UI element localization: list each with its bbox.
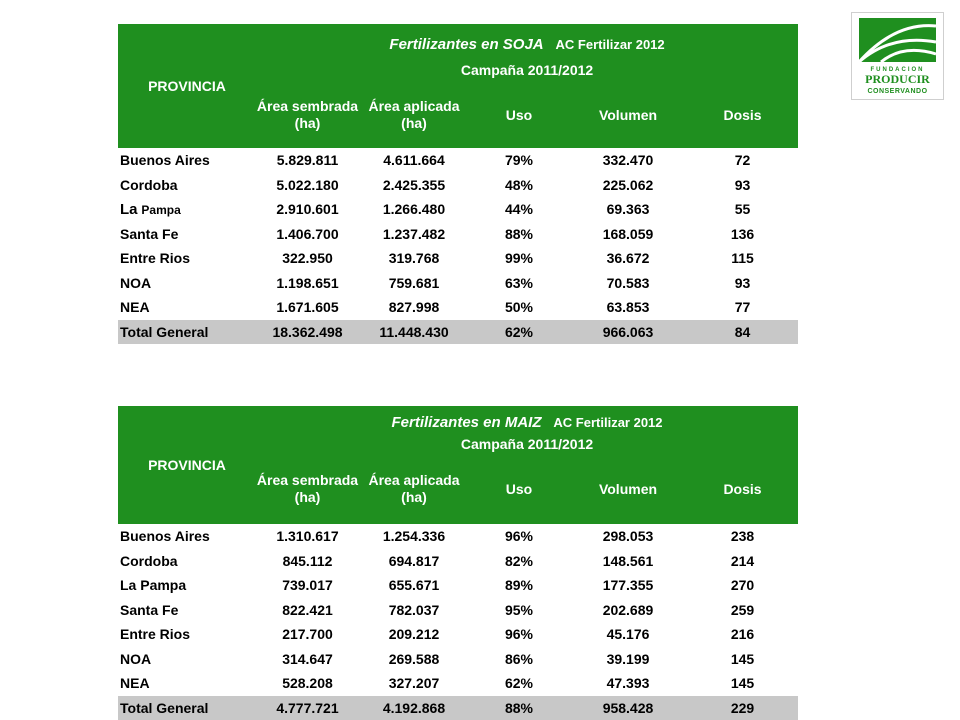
cell-sembrada: 1.671.605 xyxy=(276,299,339,316)
cell-uso: 62% xyxy=(504,675,534,692)
table-row xyxy=(118,197,798,222)
cell-dosis: 55 xyxy=(734,201,751,218)
total-label: Total General xyxy=(118,696,256,720)
cell-aplicada: 655.671 xyxy=(388,577,440,594)
cell-sembrada: 322.950 xyxy=(282,250,333,267)
cell-aplicada: 2.425.355 xyxy=(382,176,446,193)
cell-uso: 44% xyxy=(504,201,534,218)
cell-sembrada: 1.406.700 xyxy=(276,225,339,242)
cell-sembrada: 845.112 xyxy=(282,552,333,569)
row-province: Entre Rios xyxy=(120,626,191,643)
cell-volumen: 225.062 xyxy=(602,176,654,193)
row-province-part1: La xyxy=(120,200,138,218)
cell-volumen: 202.689 xyxy=(602,601,654,618)
cell-dosis: 145 xyxy=(730,675,755,692)
cell-aplicada: 319.768 xyxy=(388,250,440,267)
cell-aplicada: 827.998 xyxy=(388,299,440,316)
cell-uso: 96% xyxy=(504,626,534,643)
cell-aplicada: 209.212 xyxy=(388,626,440,643)
cell-volumen: 69.363 xyxy=(606,201,650,218)
cell-dosis: 238 xyxy=(730,528,755,545)
cell-sembrada: 5.829.811 xyxy=(276,152,339,169)
table-row xyxy=(118,622,798,647)
cell-aplicada: 269.588 xyxy=(388,650,440,667)
total-aplicada: 4.192.868 xyxy=(359,696,469,720)
table-row xyxy=(118,173,798,198)
maiz-col-uso: Uso xyxy=(469,454,569,524)
cell-volumen: 45.176 xyxy=(606,626,650,643)
soja-col-uso: Uso xyxy=(469,82,569,148)
row-province: NOA xyxy=(120,274,152,291)
total-dosis: 229 xyxy=(687,696,798,720)
cell-volumen: 39.199 xyxy=(606,650,650,667)
table-row xyxy=(118,573,798,598)
table-row xyxy=(118,295,798,320)
total-uso: 88% xyxy=(469,696,569,720)
cell-uso: 86% xyxy=(504,650,534,667)
cell-sembrada: 2.910.601 xyxy=(276,201,339,218)
row-province: Buenos Aires xyxy=(120,152,210,169)
row-province: NEA xyxy=(120,675,150,692)
row-province: NOA xyxy=(120,650,152,667)
cell-aplicada: 1.266.480 xyxy=(382,201,446,218)
maiz-title-main: Fertilizantes en MAIZ xyxy=(391,413,542,431)
logo-line1: FUNDACION xyxy=(870,67,925,73)
maiz-col-sembrada: Área sembrada (ha) xyxy=(256,454,359,524)
soja-title-source: AC Fertilizar 2012 xyxy=(555,36,665,52)
maiz-title xyxy=(256,406,798,434)
cell-dosis: 77 xyxy=(734,299,751,316)
cell-dosis: 115 xyxy=(731,250,754,267)
cell-sembrada: 314.647 xyxy=(282,650,333,667)
cell-volumen: 177.355 xyxy=(602,577,654,594)
cell-uso: 82% xyxy=(504,552,534,569)
total-label: Total General xyxy=(118,320,256,345)
maiz-col-provincia: PROVINCIA xyxy=(118,406,256,524)
table-row xyxy=(118,246,798,271)
soja-col-provincia: PROVINCIA xyxy=(118,24,256,148)
logo-line2: PRODUCIR xyxy=(865,72,930,86)
cell-sembrada: 822.421 xyxy=(282,601,333,618)
table-row xyxy=(118,549,798,574)
cell-dosis: 259 xyxy=(730,601,755,618)
cell-aplicada: 759.681 xyxy=(388,274,440,291)
cell-aplicada: 1.254.336 xyxy=(382,528,446,545)
cell-dosis: 270 xyxy=(730,577,755,594)
row-province: Entre Rios xyxy=(120,250,191,267)
cell-sembrada: 739.017 xyxy=(282,577,333,594)
cell-uso: 48% xyxy=(504,176,534,193)
table-row xyxy=(118,671,798,696)
maiz-title-source: AC Fertilizar 2012 xyxy=(553,414,663,430)
cell-aplicada: 4.611.664 xyxy=(383,152,445,169)
logo-emblem-icon xyxy=(851,12,944,100)
total-aplicada: 11.448.430 xyxy=(359,320,469,345)
cell-volumen: 36.672 xyxy=(606,250,650,267)
total-row xyxy=(118,696,798,720)
row-province: Cordoba xyxy=(120,552,178,569)
soja-col-volumen: Volumen xyxy=(569,82,687,148)
cell-aplicada: 694.817 xyxy=(388,552,440,569)
cell-volumen: 148.561 xyxy=(602,552,654,569)
total-dosis: 84 xyxy=(687,320,798,345)
row-province: Santa Fe xyxy=(120,601,179,618)
soja-campaign: Campaña 2011/2012 xyxy=(256,58,798,82)
logo-line3: CONSERVANDO xyxy=(867,88,928,95)
soja-title-main: Fertilizantes en SOJA xyxy=(389,35,544,53)
cell-dosis: 136 xyxy=(730,225,755,242)
cell-volumen: 47.393 xyxy=(606,675,650,692)
row-province: Santa Fe xyxy=(120,225,179,242)
cell-dosis: 93 xyxy=(734,176,751,193)
cell-uso: 95% xyxy=(504,601,534,618)
cell-sembrada: 5.022.180 xyxy=(276,176,339,193)
fundacion-logo xyxy=(851,12,944,100)
cell-volumen: 168.059 xyxy=(602,225,654,242)
cell-uso: 79% xyxy=(504,152,534,169)
cell-dosis: 216 xyxy=(730,626,755,643)
row-province-part2: Pampa xyxy=(141,202,181,217)
cell-volumen: 63.853 xyxy=(606,299,650,316)
row-province: Buenos Aires xyxy=(120,528,210,545)
soja-table xyxy=(118,24,798,344)
row-province: La Pampa xyxy=(120,577,187,594)
cell-dosis: 93 xyxy=(734,274,751,291)
maiz-col-aplicada: Área aplicada (ha) xyxy=(359,454,469,524)
total-sembrada: 4.777.721 xyxy=(256,696,359,720)
cell-aplicada: 1.237.482 xyxy=(382,225,446,242)
cell-volumen: 332.470 xyxy=(602,152,654,169)
cell-uso: 63% xyxy=(504,274,534,291)
row-province xyxy=(118,197,256,222)
maiz-col-dosis: Dosis xyxy=(687,454,798,524)
maiz-campaign: Campaña 2011/2012 xyxy=(256,434,798,454)
soja-col-sembrada: Área sembrada (ha) xyxy=(256,82,359,148)
cell-dosis: 72 xyxy=(734,152,751,169)
table-row xyxy=(118,647,798,672)
maiz-table xyxy=(118,406,798,720)
total-row xyxy=(118,320,798,345)
cell-sembrada: 217.700 xyxy=(282,626,333,643)
table-row xyxy=(118,271,798,296)
row-province: Cordoba xyxy=(120,176,178,193)
soja-col-aplicada: Área aplicada (ha) xyxy=(359,82,469,148)
cell-sembrada: 1.310.617 xyxy=(276,528,339,545)
cell-volumen: 298.053 xyxy=(602,528,654,545)
cell-volumen: 70.583 xyxy=(606,274,650,291)
table-row xyxy=(118,598,798,623)
table-row xyxy=(118,222,798,247)
total-volumen: 966.063 xyxy=(569,320,687,345)
cell-uso: 89% xyxy=(504,577,534,594)
cell-aplicada: 782.037 xyxy=(388,601,440,618)
cell-aplicada: 327.207 xyxy=(388,675,440,692)
table-row xyxy=(118,524,798,549)
total-volumen: 958.428 xyxy=(569,696,687,720)
cell-dosis: 145 xyxy=(730,650,755,667)
cell-uso: 88% xyxy=(504,225,534,242)
cell-dosis: 214 xyxy=(730,552,755,569)
cell-sembrada: 528.208 xyxy=(282,675,333,692)
soja-col-dosis: Dosis xyxy=(687,82,798,148)
total-sembrada: 18.362.498 xyxy=(256,320,359,345)
table-row xyxy=(118,148,798,173)
total-uso: 62% xyxy=(469,320,569,345)
cell-uso: 99% xyxy=(504,250,534,267)
cell-uso: 50% xyxy=(504,299,534,316)
soja-title xyxy=(256,24,798,58)
row-province: NEA xyxy=(120,299,150,316)
cell-uso: 96% xyxy=(504,528,534,545)
cell-sembrada: 1.198.651 xyxy=(276,274,339,291)
maiz-col-volumen: Volumen xyxy=(569,454,687,524)
